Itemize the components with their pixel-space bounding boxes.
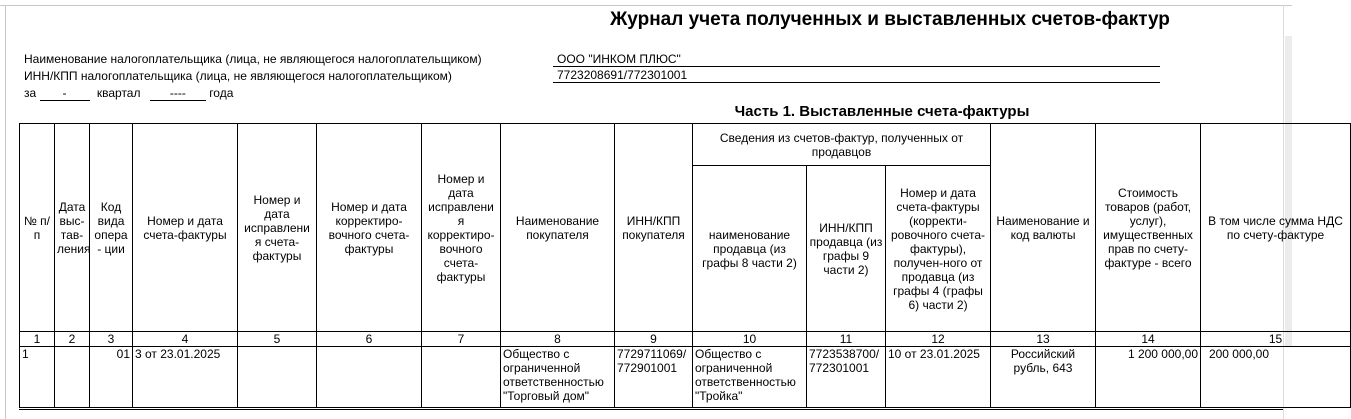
cell-seller-inn: 7723538700/ 772301001 xyxy=(807,347,886,408)
column-number: 5 xyxy=(238,332,317,347)
cell-date xyxy=(55,347,90,408)
col-header-7: Номер и дата исправлени я корректиро-вочного счета-фактуры xyxy=(422,124,501,332)
column-number: 3 xyxy=(90,332,133,347)
col-header-15: В том числе сумма НДС по счету-фактуре xyxy=(1201,124,1351,332)
column-number: 11 xyxy=(807,332,886,347)
col-header-8: Наименование покупателя xyxy=(501,124,615,332)
document-frame-left xyxy=(5,5,6,419)
col-header-9: ИНН/КПП покупателя xyxy=(615,124,693,332)
column-number: 12 xyxy=(886,332,991,347)
part-title: Часть 1. Выставленные счета-фактуры xyxy=(734,103,1030,120)
cell-n: 1 xyxy=(20,347,55,408)
taxpayer-name-label: Наименование налогоплательщика (лица, не являющегося налогоплательщиком) xyxy=(24,52,482,66)
column-number: 6 xyxy=(317,332,422,347)
col-group-sellers: Сведения из счетов-фактур, полученных от продавцов xyxy=(693,124,991,166)
quarter-value: - xyxy=(40,86,90,101)
period-line xyxy=(24,86,233,101)
column-number: 2 xyxy=(55,332,90,347)
col-header-13: Наименование и код валюты xyxy=(991,124,1096,332)
cell-seller-invoice: 10 от 23.01.2025 xyxy=(886,347,991,408)
column-number: 13 xyxy=(991,332,1096,347)
cell-adj-correction xyxy=(422,347,501,408)
col-header-1: № п/п xyxy=(20,124,55,332)
cell-buyer: Общество с ограниченной ответственностью "Торговый дом" xyxy=(501,347,615,408)
cell-op-code: 01 xyxy=(90,347,133,408)
table-row xyxy=(20,347,1351,408)
cell-adj-invoice xyxy=(317,347,422,408)
taxpayer-name-value: ООО "ИНКОМ ПЛЮС" xyxy=(553,52,1160,67)
table-bottom-border xyxy=(19,409,1283,410)
col-header-4: Номер и дата счета-фактуры xyxy=(133,124,238,332)
column-number: 1 xyxy=(20,332,55,347)
col-header-10: наименование продавца (из графы 8 части 2) xyxy=(693,166,807,332)
col-header-3: Код вида опера - ции xyxy=(90,124,133,332)
document-frame-top xyxy=(0,5,1292,6)
period-prefix: за xyxy=(24,86,37,100)
column-number: 7 xyxy=(422,332,501,347)
year-label: года xyxy=(209,86,234,100)
col-header-2: Дата выс-тав-ления xyxy=(55,124,90,332)
cell-vat: 200 000,00 xyxy=(1201,347,1351,408)
cell-buyer-inn: 7729711069/ 772901001 xyxy=(615,347,693,408)
column-number: 9 xyxy=(615,332,693,347)
cell-seller: Общество с ограниченной ответственностью "Тройка" xyxy=(693,347,807,408)
document-title: Журнал учета полученных и выставленных счетов-фактур xyxy=(610,9,1170,30)
invoice-journal-table xyxy=(19,123,1351,408)
year-value: ---- xyxy=(150,86,206,101)
col-header-6: Номер и дата корректиро-вочного счета-фактуры xyxy=(317,124,422,332)
cell-correction xyxy=(238,347,317,408)
table-header-row-1 xyxy=(20,124,1351,166)
cell-invoice: 3 от 23.01.2025 xyxy=(133,347,238,408)
inn-kpp-label: ИНН/КПП налогоплательщика (лица, не являющегося налогоплательщиком) xyxy=(24,69,452,83)
col-header-14: Стоимость товаров (работ, услуг), имущественных прав по счету-фактуре - всего xyxy=(1096,124,1201,332)
col-header-12: Номер и дата счета-фактуры (корректи-ровочного счета-фактуры), получен-ного от продавца (из графы 4 (графы 6) части 2) xyxy=(886,166,991,332)
col-header-11: ИНН/КПП продавца (из графы 9 части 2) xyxy=(807,166,886,332)
col-header-5: Номер и дата исправлени я счета-фактуры xyxy=(238,124,317,332)
column-number: 10 xyxy=(693,332,807,347)
quarter-label: квартал xyxy=(96,86,141,100)
column-number: 15 xyxy=(1201,332,1351,347)
column-number: 8 xyxy=(501,332,615,347)
invoice-journal-table-wrapper xyxy=(19,123,1343,419)
column-numbers-row xyxy=(20,332,1351,347)
cell-total: 1 200 000,00 xyxy=(1096,347,1201,408)
inn-kpp-value: 7723208691/772301001 xyxy=(553,68,1160,83)
column-number: 4 xyxy=(133,332,238,347)
column-number: 14 xyxy=(1096,332,1201,347)
cell-currency: Российский рубль, 643 xyxy=(991,347,1096,408)
